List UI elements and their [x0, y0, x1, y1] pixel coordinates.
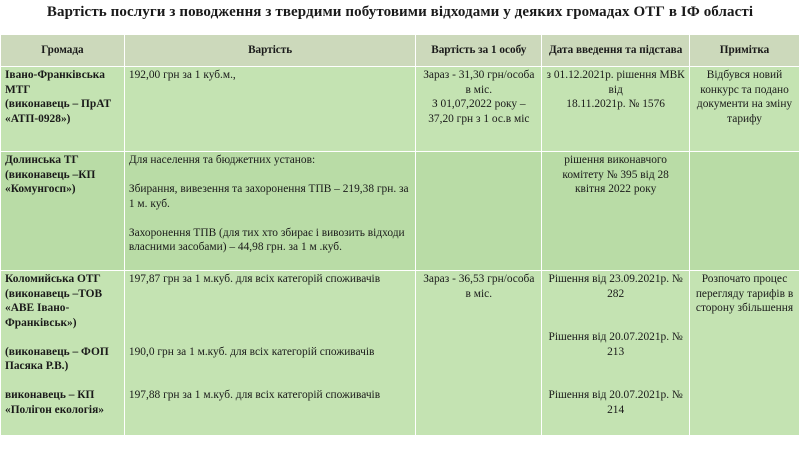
cell-community: [1, 271, 125, 436]
community-contractor: (виконавець –КП «Комунгосп»): [5, 168, 96, 195]
community-name: Коломийська ОТГ: [5, 273, 101, 285]
cell-note: [690, 67, 800, 152]
note-text: Розпочато процес перегляду тарифів в сторону збільшення: [695, 273, 794, 314]
cost-text: 190,0 грн за 1 м.куб. для всіх категорій споживачів: [128, 345, 375, 358]
community-contractor: (виконавець –ТОВ «АВЕ Івано-Франківськ»): [5, 287, 103, 329]
header-community: Громада: [1, 35, 125, 67]
cell-per-person: [416, 67, 542, 152]
cell-community: [1, 67, 125, 152]
page-title: Вартість послуги з поводження з твердими побутовими відходами у деяких громадах ОТГ в ІФ області: [46, 4, 754, 20]
cost-text: Захоронення ТПВ (для тих хто збирає і вивозить відходи власними засобами) – 44,98 грн. за 1 м .куб.: [128, 226, 405, 253]
header-note: Примітка: [690, 35, 800, 67]
table-row: [1, 152, 800, 271]
cell-date-basis: [542, 67, 690, 152]
date-basis-text: Рішення від 20.07.2021р. № 213: [548, 331, 683, 358]
community-contractor: (виконавець – ФОП Пасяка Р.В.): [5, 345, 109, 372]
cell-per-person: [416, 152, 542, 271]
cell-note: [690, 271, 800, 436]
cell-community: [1, 152, 125, 271]
per-person-text: Зараз - 36,53 грн/особа в міс.: [423, 273, 535, 300]
cell-per-person: [416, 271, 542, 436]
date-basis-text: з 01.12.2021р. рішення МВК від: [546, 69, 685, 96]
community-name: Івано-Франківська МТГ: [5, 69, 105, 96]
header-date-basis: Дата введення та підстава: [542, 35, 690, 67]
header-cost: Вартість: [124, 35, 416, 67]
community-contractor: виконавець – КП «Полігон екологія»: [5, 389, 104, 416]
tariff-table: [0, 34, 800, 436]
community-contractor: (виконавець – ПрАТ «АТП-0928»): [5, 98, 112, 125]
per-person-text: Зараз - 31,30 грн/особа в міс.: [423, 69, 535, 96]
table-row: [1, 271, 800, 436]
table-row: [1, 67, 800, 152]
date-basis-text: Рішення від 20.07.2021р. № 214: [548, 389, 683, 416]
cell-cost: [124, 152, 416, 271]
per-person-text: З 01,07,2022 року – 37,20 грн з 1 ос.в міс: [428, 98, 530, 125]
date-basis-text: 18.11.2021р. № 1576: [566, 98, 665, 110]
date-basis-text: Рішення від 23.09.2021р. № 282: [548, 273, 683, 300]
community-name: Долинська ТГ: [5, 154, 79, 166]
cell-date-basis: [542, 152, 690, 271]
cost-text: 192,00 грн за 1 куб.м.,: [128, 69, 236, 81]
cell-cost: [124, 271, 416, 436]
cell-cost: [124, 67, 416, 152]
table-header-row: [1, 35, 800, 67]
cost-text: 197,87 грн за 1 м.куб. для всіх категорій споживачів: [128, 273, 381, 285]
cost-text: 197,88 грн за 1 м.куб. для всіх категорій споживачів: [128, 389, 381, 401]
note-text: Відбувся новий конкурс та подано документи на зміну тарифу: [696, 69, 793, 125]
header-per-person: Вартість за 1 особу: [416, 35, 542, 67]
cost-text: Для населення та бюджетних установ:: [128, 154, 316, 166]
cell-note: [690, 152, 800, 271]
cost-text: Збирання, вивезення та захоронення ТПВ – 219,38 грн. за 1 м. куб.: [128, 183, 409, 210]
date-basis-text: рішення виконавчого комітету № 395 від 28 квітня 2022 року: [562, 154, 669, 195]
cell-date-basis: [542, 271, 690, 436]
